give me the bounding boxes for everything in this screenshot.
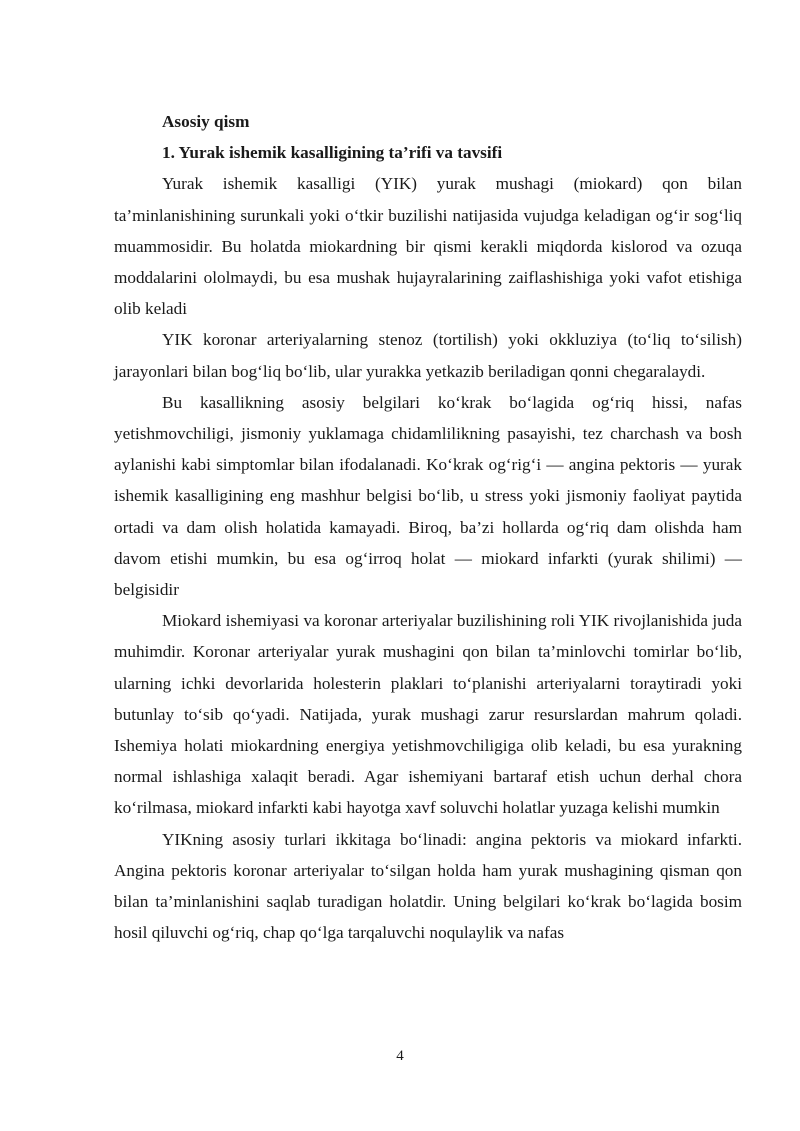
paragraph-stenosis: YIK koronar arteriyalarning stenoz (tortilish) yoki okkluziya (to‘liq to‘silish) jarayonlari bilan bog‘liq bo‘lib, ular yurakka yetkazib beriladigan qonni chegaralaydi. <box>114 330 742 381</box>
paragraph-ischemia: Miokard ishemiyasi va koronar arteriyalar buzilishining roli YIK rivojlanishida juda muhimdir. Koronar arteriyalar yurak mushagini qon bilan ta’minlovchi tomirlar bo‘lib, ularning ichki devorlarida holesterin plaklari to‘planishi arteriyalarni toraytiradi yoki butunlay to‘sib qo‘yadi. Natijada, yurak mushagi zarur resurslardan mahrum qoladi. Ishemiya holati miokardning energiya yetishmovchiligiga olib keladi, bu esa yurakning normal ishlashiga xalaqit beradi. Agar ishemiyani bartaraf etish uchun derhal chora ko‘rilmasa, miokard infarkti kabi hayotga xavf soluvchi holatlar yuzaga kelishi mumkin <box>114 611 742 818</box>
subsection-title: 1. Yurak ishemik kasalligining ta’rifi va tavsifi <box>162 143 503 163</box>
section-title: Asosiy qism <box>162 112 250 131</box>
document-page <box>114 106 742 948</box>
paragraph-types: YIKning asosiy turlari ikkitaga bo‘linadi: angina pektoris va miokard infarkti. Angina pektoris koronar arteriyalar to‘silgan holda ham yurak mushagining qisman qon bilan ta’minlanishini saqlab turadigan holatdir. Uning belgilari ko‘krak bo‘lagida bosim hosil qiluvchi og‘riq, chap qo‘lga tarqaluvchi noqulaylik va nafas <box>114 829 742 943</box>
paragraph-definition: Yurak ishemik kasalligi (YIK) yurak mushagi (miokard) qon bilan ta’minlanishining surunkali yoki o‘tkir buzilishi natijasida vujudga keladigan og‘ir sog‘liq muammosidir. Bu holatda miokardning bir qismi kerakli miqdorda kislorod va ozuqa moddalarini ololmaydi, bu esa mushak hujayralarining zaiflashishiga yoki vafot etishiga olib keladi <box>114 174 742 319</box>
paragraph-symptoms: Bu kasallikning asosiy belgilari ko‘krak bo‘lagida og‘riq hissi, nafas yetishmovchiligi, jismoniy yuklamaga chidamlilikning pasayishi, tez charchash va bosh aylanishi kabi simptomlar bilan ifodalanadi. Ko‘krak og‘rig‘i — angina pektoris — yurak ishemik kasalligining eng mashhur belgisi bo‘lib, u stress yoki jismoniy faoliyat paytida ortadi va dam olish holatida kamayadi. Biroq, ba’zi hollarda og‘riq dam olishda ham davom etishi mumkin, bu esa og‘irroq holat — miokard infarkti (yurak shilimi) — belgisidir <box>114 392 742 600</box>
page-number: 4 <box>396 1048 404 1064</box>
